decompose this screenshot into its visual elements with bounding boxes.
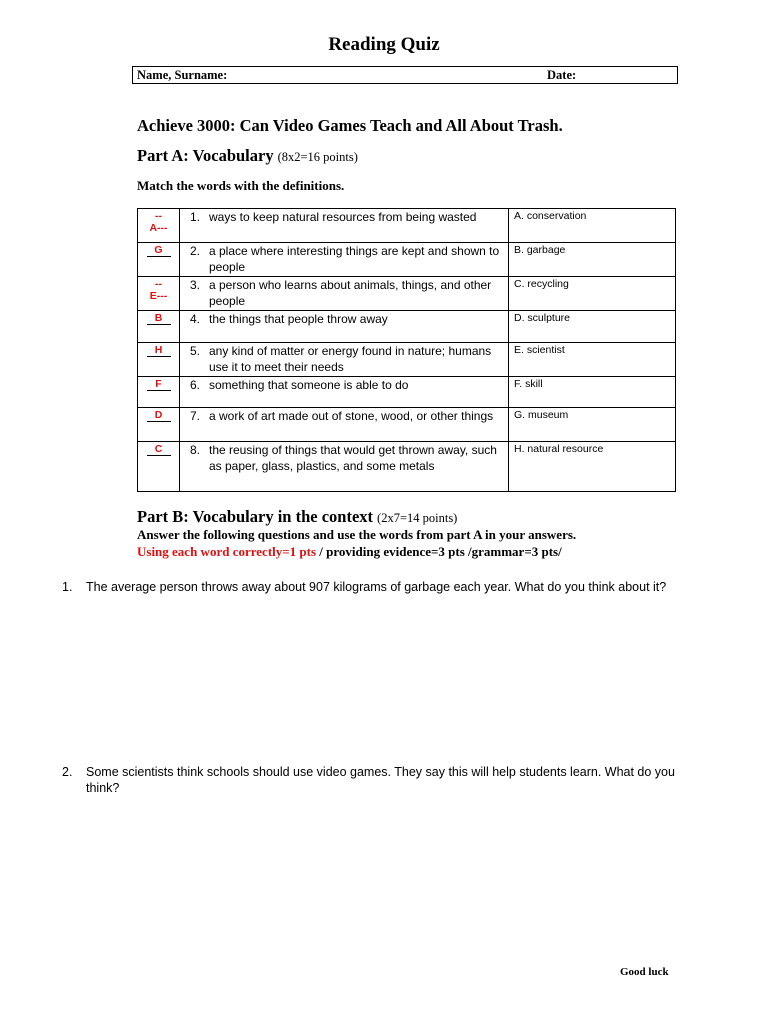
date-label: Date: [547,68,577,82]
scoring-word-usage: Using each word correctly=1 pts [137,544,317,559]
part-b-heading [137,507,457,527]
vocab-row [138,209,676,243]
word-option: D. sculpture [509,311,676,343]
answer-letter: -- A--- [149,210,168,234]
answer-letter: -- E--- [149,278,168,302]
word-option: E. scientist [509,343,676,377]
word-option: H. natural resource [509,442,676,492]
part-a-title: Part A: Vocabulary [137,146,274,165]
part-a-heading [137,146,358,166]
vocab-row [138,408,676,442]
definition-cell [180,243,509,277]
definition-text: a work of art made out of stone, wood, or other things [209,409,494,423]
word-option: C. recycling [509,277,676,311]
page-title: Reading Quiz [328,34,440,55]
definition-text: the things that people throw away [209,312,388,326]
definition-text: the reusing of things that would get thrown away, such as paper, glass, plastics, and some metals [209,443,497,473]
word-option: A. conservation [509,209,676,243]
part-a-instruction: Match the words with the definitions. [137,178,345,193]
definition-text: a place where interesting things are kept and shown to people [209,244,500,274]
vocab-row [138,243,676,277]
document-heading: Achieve 3000: Can Video Games Teach and All About Trash. [137,116,563,135]
definition-number: 2. [190,244,201,258]
answer-cell [138,311,180,343]
definition-cell [180,311,509,343]
answer-letter: G [147,244,171,257]
answer-letter: B [147,312,171,325]
answer-cell [138,377,180,408]
name-date-box [132,66,678,84]
answer-cell [138,209,180,243]
scoring-rubric [137,544,562,560]
question-text: The average person throws away about 907 kilograms of garbage each year. What do you think about it? [86,580,667,594]
question-1 [62,579,702,595]
word-option: G. museum [509,408,676,442]
answer-letter: D [147,409,171,422]
definition-text: a person who learns about animals, things, and other people [209,278,492,308]
vocab-row [138,343,676,377]
part-b-instruction: Answer the following questions and use the words from part A in your answers. [137,527,577,542]
definition-number: 4. [190,312,201,326]
part-b-points: (2x7=14 points) [377,511,458,525]
name-surname-label: Name, Surname: [137,68,228,82]
definition-text: any kind of matter or energy found in nature; humans use it to meet their needs [209,344,492,374]
question-number: 2. [62,765,73,779]
definition-number: 1. [190,210,201,224]
answer-cell [138,442,180,492]
definition-number: 7. [190,409,201,423]
vocab-row [138,277,676,311]
question-text: Some scientists think schools should use video games. They say this will help students learn. What do you think? [86,765,675,795]
definition-number: 3. [190,278,201,292]
question-2 [62,764,702,796]
vocab-row [138,377,676,408]
answer-letter: H [147,344,171,357]
definition-number: 6. [190,378,201,392]
word-option: B. garbage [509,243,676,277]
definition-cell [180,277,509,311]
good-luck-note: Good luck [620,966,669,978]
answer-letter: F [147,378,171,391]
question-number: 1. [62,580,73,594]
definition-text: ways to keep natural resources from being wasted [209,210,477,224]
definition-cell [180,209,509,243]
definition-number: 8. [190,443,201,457]
definition-cell [180,343,509,377]
answer-cell [138,343,180,377]
definition-cell [180,408,509,442]
answer-cell [138,408,180,442]
answer-cell [138,243,180,277]
answer-cell [138,277,180,311]
definition-number: 5. [190,344,201,358]
scoring-evidence-grammar: / providing evidence=3 pts /grammar=3 pts/ [316,544,562,559]
vocabulary-table [137,208,676,492]
vocab-row [138,311,676,343]
answer-letter: C [147,443,171,456]
definition-cell [180,442,509,492]
definition-text: something that someone is able to do [209,378,409,392]
word-option: F. skill [509,377,676,408]
definition-cell [180,377,509,408]
part-b-title: Part B: Vocabulary in the context [137,507,374,526]
vocab-row [138,442,676,492]
part-a-points: (8x2=16 points) [277,150,358,164]
